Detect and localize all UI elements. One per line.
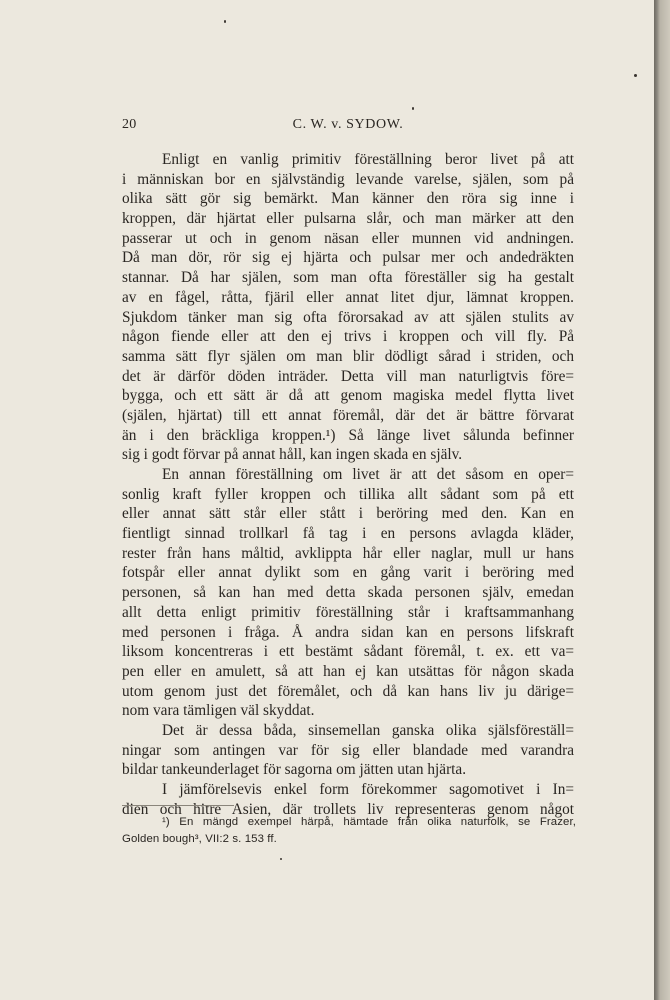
text-line: utom genom just det föremålet, och då kan hans liv ju därige=	[122, 682, 574, 700]
text-line: fotspår eller annat dylikt som en gång varit i beröring med	[122, 564, 574, 582]
ink-speck	[280, 858, 282, 860]
text-line: rester från hans måltid, avklippta hår eller naglar, mull ur hans	[122, 544, 574, 562]
text-line: I jämförelsevis enkel form förekommer sagomotivet i In=	[162, 781, 574, 798]
ink-speck	[412, 107, 414, 110]
text-line: av en fågel, råtta, fjäril eller annat litet djur, lämnat kroppen.	[122, 288, 574, 306]
footnote	[122, 814, 576, 848]
text-line: pen eller en amulett, så att han ej kan utsättas för någon skada	[122, 662, 574, 680]
text-line: Då man dör, rör sig ej hjärta och pulsar mer och andedräkten	[122, 249, 574, 267]
text-line: eller annat sätt står eller stått i beröring med den. Kan en	[122, 505, 574, 523]
ink-speck	[224, 20, 226, 23]
text-line: allt detta enligt primitiv föreställning står i kraftsammanhang	[122, 603, 574, 621]
text-line: sig i godt förvar på annat håll, kan ingen skada en själv.	[122, 446, 463, 464]
text-line: Sjukdom tänker man sig ofta förorsakad av att själen stulits av	[122, 308, 574, 326]
text-line: sonlig kraft fyller kroppen och tillika allt sådant som på ett	[122, 485, 574, 503]
text-line: Det är dessa båda, sinsemellan ganska olika själsföreställ=	[162, 721, 574, 739]
text-line: passerar ut och in genom näsan eller munnen vid andningen.	[122, 229, 574, 247]
text-line: i människan bor en självständig levande varelse, själen, som på	[122, 170, 574, 188]
text-line: ningar som antingen var för sig eller blandade med varandra	[122, 741, 574, 759]
text-line: fientligt sinnad trollkarl få tag i en persons avlagda kläder,	[122, 525, 574, 543]
text-line: bildar tankeunderlaget för sagorna om jätten utan hjärta.	[122, 761, 467, 779]
text-line: stannar. Då har själen, som man ofta föreställer sig ha gestalt	[122, 269, 574, 287]
page-header	[122, 117, 574, 137]
text-line: personen, så kan han med detta skada personen själv, emedan	[122, 584, 574, 602]
page-edge-shadow	[654, 0, 670, 1000]
text-line: med personen i fråga. Å andra sidan kan en persons lifskraft	[122, 623, 574, 641]
footnote-line: ¹) En mängd exempel härpå, hämtade från olika naturfolk, se Frazer,	[162, 816, 576, 828]
text-line: bygga, och ett sätt är då att genom magiska medel flytta livet	[122, 387, 574, 405]
text-line: det är därför döden inträder. Detta vill man naturligtvis före=	[122, 367, 574, 385]
running-head: C. W. v. SYDOW.	[292, 117, 404, 132]
text-line: än i den bräckliga kroppen.¹) Så länge livet sålunda befinner	[122, 426, 574, 444]
ink-speck	[634, 74, 637, 77]
text-line: kroppen, där hjärtat eller pulsarna slår, och man märker att den	[122, 210, 574, 228]
text-line: En annan föreställning om livet är att det såsom en oper=	[162, 466, 574, 483]
footnote-line: Golden bough³, VII:2 s. 153 ff.	[122, 833, 277, 845]
text-line: olika sätt gör sig bemärkt. Man känner den röra sig inne i	[122, 190, 574, 208]
body-text	[122, 150, 574, 819]
text-line: Enligt en vanlig primitiv föreställning beror livet på att	[162, 151, 574, 168]
text-line: samma sätt flyr själen om man blir dödligt sårad i striden, och	[122, 347, 574, 365]
text-line: någon fiende eller att den ej trivs i kroppen och vill fly. På	[122, 328, 574, 346]
text-line: dien och hitre Asien, där trollets liv representeras genom något	[122, 800, 574, 818]
text-line: liksom koncentreras i ett bestämt sådant föremål, t. ex. ett va=	[122, 643, 574, 661]
footnote-rule	[122, 805, 234, 806]
text-line: nom vara tämligen väl skyddat.	[122, 702, 315, 720]
text-line: (själen, hjärtat) till ett annat föremål, där det är bättre förvarat	[122, 406, 574, 424]
page-number: 20	[122, 117, 137, 132]
